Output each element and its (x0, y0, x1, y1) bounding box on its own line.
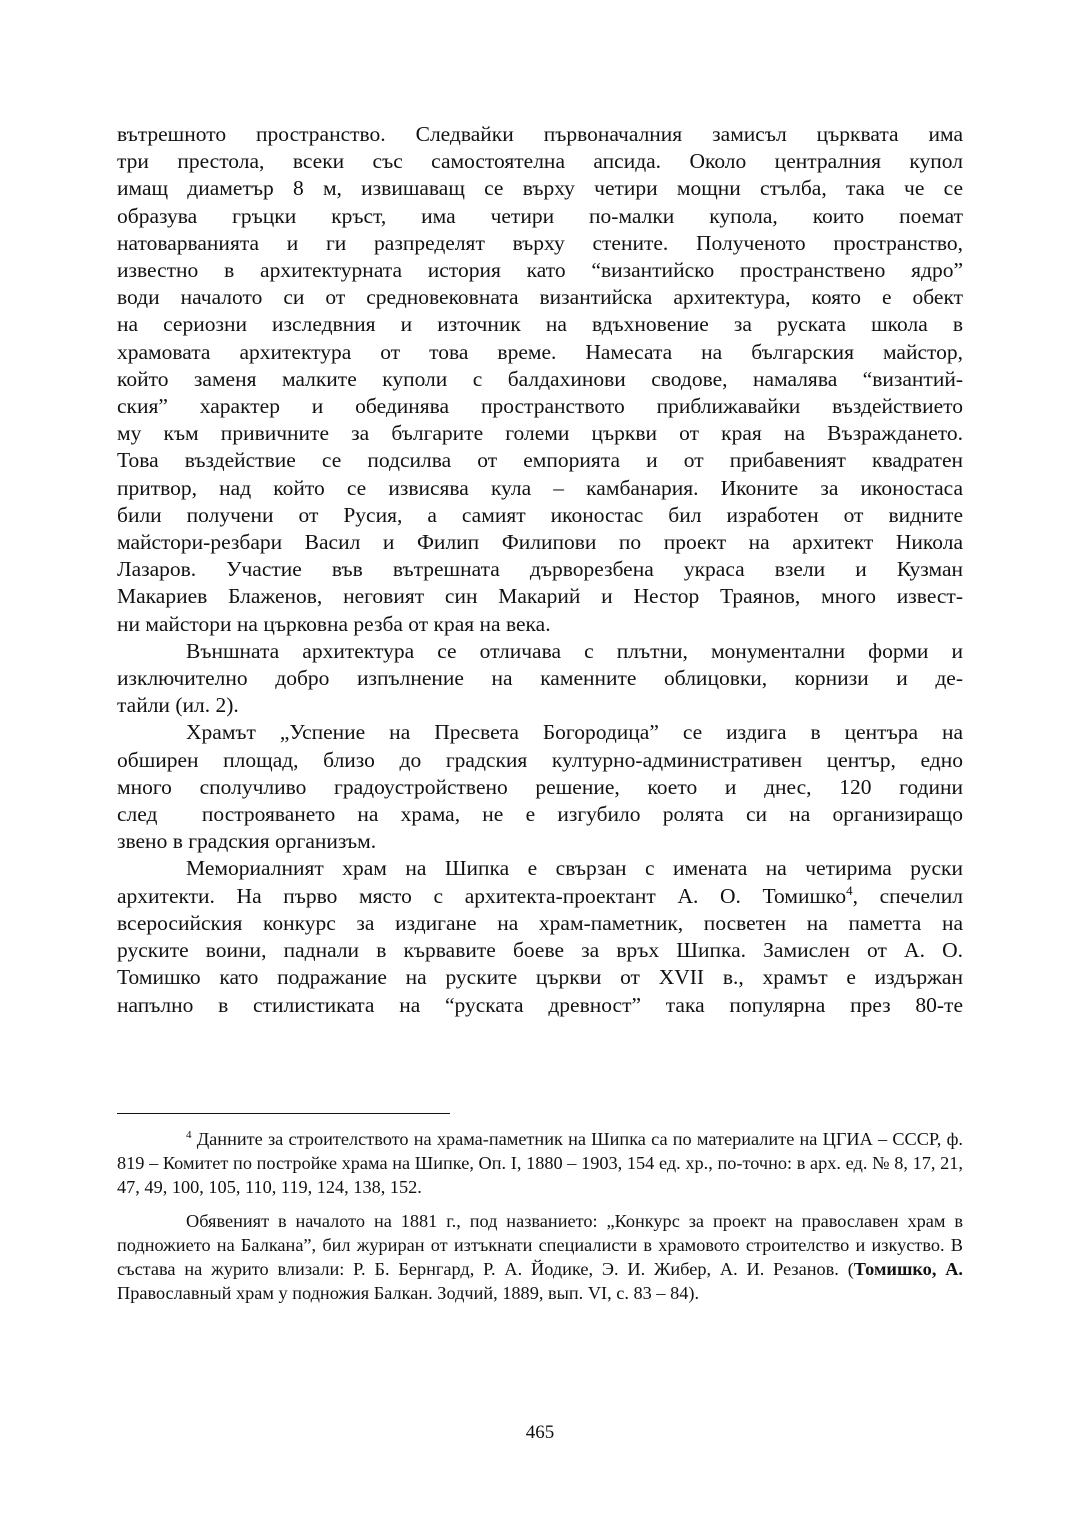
main-text (117, 121, 963, 1019)
text-line: който заменя малките куполи с балдахинови сводове, намалява “византий- (117, 366, 963, 391)
text-segment: , спечелил (852, 883, 963, 908)
paragraph-3 (117, 719, 963, 855)
text-line: три престола, всеки със самостоятелна апсида. Около централния купол (117, 149, 963, 174)
paragraph-1 (117, 121, 963, 638)
text-line: води началото си от средновековната византийска архитектура, която е обект (117, 285, 963, 310)
footnote-author: Томишко, А. (853, 1259, 964, 1279)
text-line: Външната архитектура се отличава с плътни, монументални форми и (186, 638, 963, 663)
paragraph-2 (117, 638, 963, 720)
text-line: Томишко като подражание на руските църкви от XVII в., храмът е издържан (117, 965, 963, 990)
text-line: натоварванията и ги разпределят върху стените. Полученото пространство, (117, 230, 963, 255)
text-line: на сериозни изследвния и източник на вдъхновение за руската школа в (117, 312, 963, 337)
text-line: ския” характер и обединява пространството приближавайки въздействието (117, 394, 963, 419)
text-line: всеросийския конкурс за издигане на храм-паметник, посветен на паметта на (117, 910, 963, 935)
text-line: много сполучливо градоустройствено решение, което и днес, 120 години (117, 774, 963, 799)
paragraph-4 (117, 855, 963, 1018)
text-line: ни майстори на църковна резба от края на века. (117, 611, 551, 636)
text-line: обширен площад, близо до градския културно-административен център, едно (117, 747, 963, 772)
text-line: руските воини, паднали в кървавите боеве за връх Шипка. Замислен от А. О. (117, 938, 963, 963)
footnote-text: Обявеният в началото на 1881 г., под названието: „Конкурс за проект на православен храм в подножието на Балкана”, бил журиран от изтъкнати специалисти в храмовото строителство и изкуство. В състава на журито влизали: Р. Б. Бернгард, Р. А. Йодике, Э. И. Жибер, А. И. Резанов. ( (117, 1211, 963, 1279)
text-line: след построяването на храма, не е изгубило ролята си на организиращо (117, 802, 963, 827)
footnote-separator (117, 1113, 450, 1114)
footnote-number: 4 (186, 1128, 192, 1141)
text-line: вътрешното пространство. Следвайки първоначалния замисъл църквата има (117, 122, 963, 146)
text-line: притвор, над който се извисява кула – камбанария. Иконите за иконостаса (117, 475, 963, 500)
text-line: образува гръцки кръст, има четири по-малки купола, които поемат (117, 203, 963, 228)
page-number: 465 (525, 1422, 555, 1443)
text-line: майстори-резбари Васил и Филип Филипови по проект на архитект Никола (117, 530, 963, 555)
footnote-4 (117, 1127, 963, 1199)
text-line: Храмът „Успение на Пресвета Богородица” се издига в центъра на (186, 720, 963, 745)
text-line: напълно в стилистиката на “руската древност” така популярна през 80-те (117, 992, 963, 1017)
text-line: имащ диаметър 8 м, извишаващ се върху четири мощни стълба, така че се (117, 176, 963, 201)
text-line: Мемориалният храм на Шипка е свързан с имената на четирима руски (186, 856, 963, 881)
text-line: му към привичните за българите големи църкви от края на Възраждането. (117, 421, 963, 446)
text-line: тайли (ил. 2). (117, 693, 239, 718)
footnote-reference[interactable]: 4 (846, 883, 853, 898)
footnote-text: Православный храм у подножия Балкан. Зодчий, 1889, вып. VI, с. 83 – 84). (117, 1283, 700, 1303)
text-segment: архитекти. На първо място с архитекта-проектант А. О. Томишко (117, 883, 847, 908)
text-line: изключително добро изпълнение на каменните облицовки, корнизи и де- (117, 666, 963, 691)
text-line-with-footnote-ref (117, 883, 963, 910)
footnote-4-continued (117, 1209, 963, 1305)
text-line: звено в градския организъм. (117, 829, 377, 854)
text-line: известно в архитектурната история като “византийско пространствено ядро” (117, 258, 963, 283)
text-line: Това въздействие се подсилва от емпорията и от прибавеният квадратен (117, 448, 963, 473)
text-line: храмовата архитектура от това време. Намесата на българския майстор, (117, 339, 963, 364)
footnote-text: Данните за строителството на храма-паметник на Шипка са по материалите на ЦГИА – СССР, ф. 819 – Комитет по постройке храма на Шипке, Оп. I, 1880 – 1903, 154 ед. хр., по-точно: в арх. ед. № 8, 17, 21, 47, 49, 100, 105, 110, 119, 124, 138, 152. (117, 1129, 963, 1197)
text-line: Макариев Блаженов, неговият син Макарий и Нестор Траянов, много извест- (117, 584, 963, 609)
footnotes (117, 1127, 963, 1305)
text-line: били получени от Русия, а самият иконостас бил изработен от видните (117, 502, 963, 527)
text-line: Лазаров. Участие във вътрешната дърворезбена украса взели и Кузман (117, 557, 963, 582)
